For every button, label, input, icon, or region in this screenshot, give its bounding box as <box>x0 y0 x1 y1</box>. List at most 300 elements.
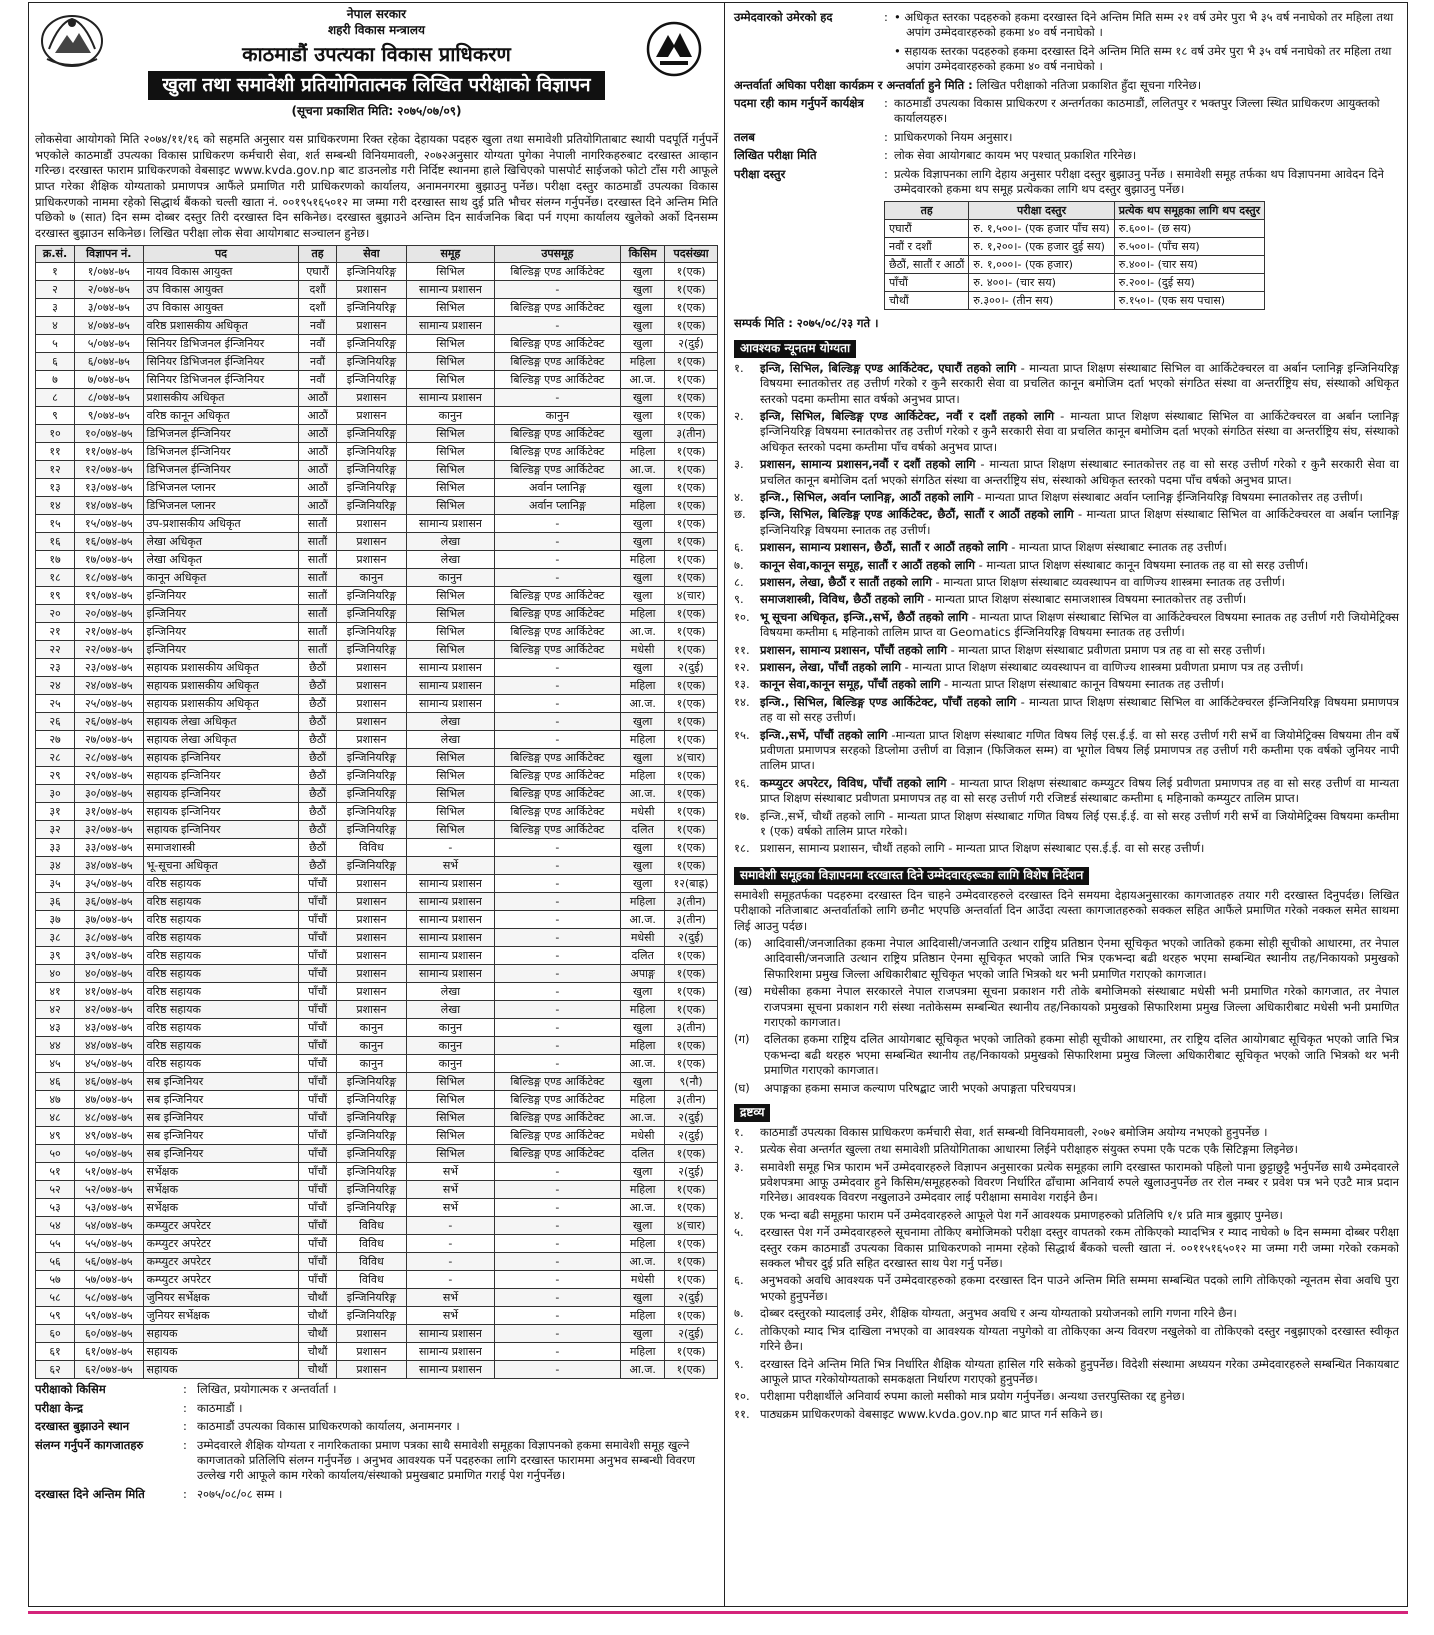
qual-item <box>734 610 1399 641</box>
table-cell: ४८/०७४-७५ <box>75 1109 143 1127</box>
qual-heading: इन्जि, सिभिल, बिल्डिङ्ग एण्ड आर्किटेक्ट, एघारौं तहको लागि <box>760 360 1017 375</box>
table-cell: उप विकास आयुक्त <box>143 299 299 317</box>
table-row <box>36 461 718 479</box>
qual-item <box>734 490 1399 505</box>
table-cell: महिला <box>621 353 665 371</box>
table-cell: १२(बाह्र) <box>665 875 718 893</box>
qual-desc: - मान्यता प्राप्त शिक्षण संस्थाबाट कम्प्युटर विषय लिई प्रवीणता प्रमाणपत्र तह वा सो सरह उत्तीर्ण वा मान्यता प्राप्त शिक्षण संस्थाबाट प्रवीणता प्रमाणपत्र तह वा सो सरह उत्तीर्ण गरी रजिष्टर्ड संस्थाबाट कम्तीमा ६ महिनाको कम्प्युटर तालिम प्राप्त। <box>760 775 1399 806</box>
table-cell: १६ <box>36 533 75 551</box>
table-cell: आ.ज. <box>621 1055 665 1073</box>
table-cell: ३७/०७४-७५ <box>75 911 143 929</box>
table-cell: खुला <box>621 857 665 875</box>
table-cell: मधेसी <box>621 1271 665 1289</box>
interview-label: अन्तर्वार्ता अघिका परीक्षा कार्यक्रम र अन्तर्वार्ता हुने मिति : <box>734 77 973 92</box>
table-cell: नवौं <box>299 317 336 335</box>
fee-cell: छैठौं, सातौं र आठौं <box>885 256 969 274</box>
table-row <box>36 353 718 371</box>
qual-number: ४. <box>734 489 744 504</box>
table-cell: इन्जिनियरिङ्ग <box>336 1289 406 1307</box>
table-cell: अर्वान प्लानिङ्ग <box>494 479 621 497</box>
table-cell: १८ <box>36 569 75 587</box>
table-cell: इन्जिनियरिङ्ग <box>336 263 406 281</box>
table-cell: सिभिल <box>407 371 495 389</box>
table-cell: १३/०७४-७५ <box>75 479 143 497</box>
table-cell: पाँचौं <box>299 1037 336 1055</box>
table-cell: सामान्य प्रशासन <box>407 965 495 983</box>
table-row <box>36 533 718 551</box>
table-cell: खुला <box>621 407 665 425</box>
table-cell: विविध <box>336 1271 406 1289</box>
table-cell: सहायक <box>143 1343 299 1361</box>
table-cell: बिल्डिङ्ग एण्ड आर्किटेक्ट <box>494 749 621 767</box>
table-cell: सामान्य प्रशासन <box>407 695 495 713</box>
table-cell: २८/०७४-७५ <box>75 749 143 767</box>
qual-number: १५. <box>734 727 750 742</box>
table-cell: कानुन <box>336 1019 406 1037</box>
table-cell: बिल्डिङ्ग एण्ड आर्किटेक्ट <box>494 623 621 641</box>
qual-item <box>734 809 1399 840</box>
table-cell: २३/०७४-७५ <box>75 659 143 677</box>
table-cell: - <box>494 731 621 749</box>
table-cell: बिल्डिङ्ग एण्ड आर्किटेक्ट <box>494 821 621 839</box>
table-cell: वरिष्ठ सहायक <box>143 911 299 929</box>
note-number: ८. <box>734 1323 744 1338</box>
table-cell: १(एक) <box>665 839 718 857</box>
table-cell: चौथौं <box>299 1307 336 1325</box>
qual-desc: - मान्यता प्राप्त शिक्षण संस्थाबाट सिभिल वा आर्किटेक्चरल वा अर्बान प्लानिङ्ग इन्जिनियरिङ्ग विषयमा स्नातकोत्तर तह उत्तीर्ण गरेको र कुनै सरकारी सेवा वा प्रचलित कानून बमोजिम दर्ता भएको संगठित संस्था वा अन्तर्राष्ट्रिय संघ, संस्थाको अधिकृत स्तरको पदमा कम्तीमा पाँच वर्षको अनुभव प्राप्त। <box>760 408 1399 454</box>
table-cell: ६० <box>36 1325 75 1343</box>
table-cell: खुला <box>621 1073 665 1091</box>
table-cell: छैठौं <box>299 677 336 695</box>
table-row <box>36 875 718 893</box>
table-cell: ४१/०७४-७५ <box>75 983 143 1001</box>
table-cell: - <box>494 515 621 533</box>
info-value: काठमाडौं उपत्यका विकास प्राधिकरणको कार्यालय, अनामनगर । <box>197 1419 460 1434</box>
age-label: उम्मेदवारको उमेरको हद <box>734 10 833 24</box>
info-value: प्राधिकरणको नियम अनुसार। <box>894 129 1013 144</box>
table-cell: खुला <box>621 425 665 443</box>
table-cell: ५१ <box>36 1163 75 1181</box>
table-cell: समाजशास्त्री <box>143 839 299 857</box>
table-cell: सर्भेक्षक <box>143 1163 299 1181</box>
table-cell: प्रशासन <box>336 965 406 983</box>
table-cell: छैठौं <box>299 839 336 857</box>
table-cell: खुला <box>621 1217 665 1235</box>
table-cell: प्रशासन <box>336 1325 406 1343</box>
table-cell: इन्जिनियरिङ्ग <box>336 605 406 623</box>
qual-heading: कानून सेवा,कानून समूह, सातौं र आठौं तहको लागि <box>760 557 975 572</box>
table-cell: - <box>494 839 621 857</box>
qual-heading: इन्जि., सिभिल, अर्वान प्लानिङ्ग, आठौं तहको लागि <box>760 489 974 504</box>
table-cell: खुला <box>621 875 665 893</box>
qual-text <box>760 409 1399 455</box>
info-row <box>35 1401 718 1416</box>
table-cell: आ.ज. <box>621 1361 665 1379</box>
table-cell: १(एक) <box>665 1307 718 1325</box>
table-cell: सहायक इन्जिनियर <box>143 803 299 821</box>
table-cell: प्रशासन <box>336 893 406 911</box>
table-row <box>36 785 718 803</box>
table-cell: ९/०७४-७५ <box>75 407 143 425</box>
table-cell: १४/०७४-७५ <box>75 497 143 515</box>
table-cell: सर्भेक्षक <box>143 1181 299 1199</box>
table-cell: खुला <box>621 587 665 605</box>
table-cell: सिनियर डिभिजनल ईन्जिनियर <box>143 335 299 353</box>
table-cell: सब इन्जिनियर <box>143 1145 299 1163</box>
table-cell: ५५ <box>36 1235 75 1253</box>
table-cell: ३९/०७४-७५ <box>75 947 143 965</box>
table-cell: २९ <box>36 767 75 785</box>
table-cell: १८/०७४-७५ <box>75 569 143 587</box>
table-row <box>36 1199 718 1217</box>
table-cell: - <box>494 659 621 677</box>
qual-text <box>760 507 1399 538</box>
table-cell: सामान्य प्रशासन <box>407 677 495 695</box>
table-row <box>36 983 718 1001</box>
age-limit: उम्मेदवारको उमेरको हद : • अधिकृत स्तरका पदहरुको हकमा दरखास्त दिने अन्तिम मिति सम्म २१ वर्ष उमेर पुरा भै ३५ वर्ष ननाघेको तर महिला तथा अपांग उम्मेदवारहरुको हकमा ४० वर्ष ननाघेको । • सहायक स्तरका पदहरुको हकमा दरखास्त दिने अन्तिम मिति सम्म १८ वर्ष उमेर पुरा भै ३५ वर्ष ननाघेको तर महिला तथा अपांग उम्मेदवारहरुको हकमा ४० वर्ष ननाघेको । <box>734 10 1399 75</box>
fee-cell: रु. १,५००।- (एक हजार पाँच सय) <box>969 220 1114 238</box>
table-cell: महिला <box>621 1001 665 1019</box>
qual-number: ११. <box>734 642 750 657</box>
table-cell: ५०/०७४-७५ <box>75 1145 143 1163</box>
table-cell: - <box>494 983 621 1001</box>
table-cell: सिनियर डिभिजनल ईन्जिनियर <box>143 371 299 389</box>
table-cell: सामान्य प्रशासन <box>407 515 495 533</box>
table-cell: - <box>494 1037 621 1055</box>
table-cell: १(एक) <box>665 569 718 587</box>
table-cell: बिल्डिङ्ग एण्ड आर्किटेक्ट <box>494 335 621 353</box>
table-cell: - <box>494 551 621 569</box>
table-cell: - <box>494 695 621 713</box>
table-cell: १(एक) <box>665 551 718 569</box>
table-cell: इन्जिनियरिङ्ग <box>336 1109 406 1127</box>
table-row <box>36 425 718 443</box>
table-cell: पाँचौं <box>299 1073 336 1091</box>
qual-item <box>734 695 1399 726</box>
table-cell: १(एक) <box>665 389 718 407</box>
fee-cell: एघारौं <box>885 220 969 238</box>
fee-cell: रु.५००।- (पाँच सय) <box>1114 238 1264 256</box>
special-text: अपाङ्गका हकमा समाज कल्याण परिषद्बाट जारी भएको अपाङ्गता परिचयपत्र। <box>764 1080 1076 1095</box>
info-colon: : <box>884 148 888 163</box>
posts-table <box>35 245 718 1379</box>
table-cell: सर्भे <box>407 1181 495 1199</box>
table-cell: ९(नौ) <box>665 1073 718 1091</box>
special-number: (घ) <box>734 1080 750 1095</box>
table-cell: पाँचौं <box>299 1019 336 1037</box>
table-header-cell: पद <box>143 246 299 263</box>
table-cell: मधेसी <box>621 641 665 659</box>
table-cell: ३१/०७४-७५ <box>75 803 143 821</box>
table-cell: ३ <box>36 299 75 317</box>
note-text: तोकिएको म्याद भित्र दाखिला नभएको वा आवश्यक योग्यता नपुगेको वा तोकिएका अन्य विवरण नखुलेको वा तोकिएको दस्तुर नबुझाएको दरखास्त स्वीकृत गरिने छैन। <box>760 1323 1399 1354</box>
special-number: (ग) <box>734 1032 750 1047</box>
table-cell: महिला <box>621 443 665 461</box>
table-cell: सहायक इन्जिनियर <box>143 767 299 785</box>
table-cell: २५ <box>36 695 75 713</box>
table-cell: जुनियर सर्भेक्षक <box>143 1307 299 1325</box>
table-cell: इन्जिनियरिङ्ग <box>336 1091 406 1109</box>
info-row <box>35 1438 718 1484</box>
info-value: प्रत्येक विज्ञापनका लागि देहाय अनुसार परीक्षा दस्तुर बुझाउनु पर्नेछ । समावेशी समूह तर्फका थप विज्ञापनमा आवेदन दिने उम्मेदवारको हकमा थप समूह प्रत्येकका लागि थप दस्तुर बुझाउनु पर्नेछ। <box>894 166 1384 197</box>
table-cell: ४(चार) <box>665 1217 718 1235</box>
table-cell: आठौं <box>299 497 336 515</box>
table-cell: - <box>494 965 621 983</box>
table-cell: सामान्य प्रशासन <box>407 947 495 965</box>
notes-title: द्रष्टव्य <box>734 1104 770 1122</box>
qual-heading: इन्जि, सिभिल, बिल्डिङ्ग एण्ड आर्किटेक्ट, नवौं र दशौं तहको लागि <box>760 408 1055 423</box>
table-header-cell: समूह <box>407 246 495 263</box>
table-cell: सामान्य प्रशासन <box>407 389 495 407</box>
table-cell: इन्जिनियरिङ्ग <box>336 1127 406 1145</box>
table-cell: आठौं <box>299 407 336 425</box>
contact-date: सम्पर्क मिति : २०७५/०८/२३ गते । <box>734 316 879 331</box>
table-cell: इन्जिनियरिङ्ग <box>336 641 406 659</box>
qual-heading: कम्प्युटर अपरेटर, विविध, पाँचौं तहको लागि <box>760 775 947 790</box>
table-cell: - <box>494 857 621 875</box>
table-cell: १(एक) <box>665 965 718 983</box>
qual-item <box>734 776 1399 807</box>
table-cell: लेखा <box>407 731 495 749</box>
table-cell: पाँचौं <box>299 1253 336 1271</box>
note-item <box>734 1273 1399 1304</box>
table-cell: खुला <box>621 299 665 317</box>
table-cell: ५५/०७४-७५ <box>75 1235 143 1253</box>
qual-number: १. <box>734 360 744 375</box>
table-cell: सहायक इन्जिनियर <box>143 749 299 767</box>
table-cell: लेखा <box>407 1001 495 1019</box>
qual-item <box>734 361 1399 407</box>
table-cell: आ.ज. <box>621 911 665 929</box>
note-item <box>734 1357 1399 1388</box>
table-cell: ३६/०७४-७५ <box>75 893 143 911</box>
qual-text <box>760 592 1399 607</box>
qual-text <box>760 643 1399 658</box>
table-row <box>36 479 718 497</box>
table-row <box>36 713 718 731</box>
table-cell: लेखा अधिकृत <box>143 533 299 551</box>
info-colon: : <box>183 1419 187 1434</box>
qual-number: २. <box>734 408 744 423</box>
table-cell: पाँचौं <box>299 893 336 911</box>
info-row <box>734 96 1399 127</box>
table-cell: बिल्डिङ्ग एण्ड आर्किटेक्ट <box>494 1073 621 1091</box>
table-header-cell: उपसमूह <box>494 246 621 263</box>
banner-title: खुला तथा समावेशी प्रतियोगितात्मक लिखित परीक्षाको विज्ञापन <box>148 71 604 100</box>
table-cell: खुला <box>621 515 665 533</box>
table-cell: ४४ <box>36 1037 75 1055</box>
table-cell: प्रशासकीय अधिकृत <box>143 389 299 407</box>
table-cell: इन्जिनियरिङ्ग <box>336 1145 406 1163</box>
table-cell: छैठौं <box>299 803 336 821</box>
info-value: काठमाडौं उपत्यका विकास प्राधिकरण र अन्तर्गतका काठमाडौं, ललितपुर र भक्तपुर जिल्ला स्थित प्राधिकरण आयुक्तको कार्यालयहरु। <box>894 96 1380 126</box>
info-row <box>35 1419 718 1434</box>
table-cell: आठौं <box>299 389 336 407</box>
table-cell: - <box>494 1325 621 1343</box>
table-cell: सिभिल <box>407 461 495 479</box>
table-cell: १(एक) <box>665 821 718 839</box>
table-cell: एघारौं <box>299 263 336 281</box>
table-cell: - <box>494 1199 621 1217</box>
note-text: अनुभवको अवधि आवश्यक पर्ने उम्मेदवारहरुको हकमा दरखास्त दिन पाउने अन्तिम मिति सम्ममा सम्बन्धित पदको लागि तोकिएको न्यूनतम सेवा अवधि पुरा भएको हुनुपर्नेछ। <box>760 1273 1399 1303</box>
table-cell: इन्जिनियरिङ्ग <box>336 371 406 389</box>
table-cell: - <box>494 1361 621 1379</box>
table-row <box>36 911 718 929</box>
info-label: परीक्षा केन्द्र <box>35 1400 83 1415</box>
table-cell: सामान्य प्रशासन <box>407 929 495 947</box>
table-header-cell: पदसंख्या <box>665 246 718 263</box>
qual-item <box>734 592 1399 607</box>
table-cell: छैठौं <box>299 785 336 803</box>
qual-heading: समाजशास्त्री, विविध, छैठौं तहको लागि <box>760 592 924 607</box>
note-text: प्रत्येक सेवा अन्तर्गत खुल्ला तथा समावेशी प्रतियोगिताका आधारमा लिईने परीक्षाहरु संयुक्त रुपमा एकै पटक एकै सिटिङ्गमा लिइनेछ। <box>760 1142 1298 1157</box>
table-cell: सिभिल <box>407 1109 495 1127</box>
table-cell: ३४/०७४-७५ <box>75 857 143 875</box>
table-cell: वरिष्ठ सहायक <box>143 893 299 911</box>
table-cell: इन्जिनियरिङ्ग <box>336 767 406 785</box>
table-cell: सामान्य प्रशासन <box>407 1343 495 1361</box>
table-cell: बिल्डिङ्ग एण्ड आर्किटेक्ट <box>494 1145 621 1163</box>
table-cell: सिभिल <box>407 749 495 767</box>
table-row <box>36 893 718 911</box>
table-cell: इन्जिनियर <box>143 641 299 659</box>
note-number: ९. <box>734 1356 744 1371</box>
table-cell: ३(तीन) <box>665 1019 718 1037</box>
table-cell: बिल्डिङ्ग एण्ड आर्किटेक्ट <box>494 785 621 803</box>
qual-text <box>760 695 1399 726</box>
table-cell: बिल्डिङ्ग एण्ड आर्किटेक्ट <box>494 641 621 659</box>
table-cell: प्रशासन <box>336 1361 406 1379</box>
table-cell: ४७ <box>36 1091 75 1109</box>
table-cell: १(एक) <box>665 515 718 533</box>
table-cell: सिभिल <box>407 767 495 785</box>
qual-desc: - मान्यता प्राप्त शिक्षण संस्थाबाट स्नातक तह उत्तीर्ण। <box>1007 540 1227 555</box>
table-cell: खुला <box>621 335 665 353</box>
table-cell: १(एक) <box>665 857 718 875</box>
qual-heading: इन्जि, सिभिल, बिल्डिङ्ग एण्ड आर्किटेक्ट, छैठौं, सातौं र आठौं तहको लागि <box>760 507 1074 522</box>
table-row <box>36 1055 718 1073</box>
table-cell: भू-सूचना अधिकृत <box>143 857 299 875</box>
table-cell: मधेसी <box>621 1127 665 1145</box>
table-cell: खुला <box>621 713 665 731</box>
table-cell: सिभिल <box>407 479 495 497</box>
table-cell: १(एक) <box>665 641 718 659</box>
table-row <box>36 605 718 623</box>
table-cell: इन्जिनियर <box>143 587 299 605</box>
info-colon: : <box>183 1382 187 1397</box>
fee-cell: रु. १,२००।- (एक हजार दुई सय) <box>969 238 1114 256</box>
table-cell: १(एक) <box>665 443 718 461</box>
table-cell: महिला <box>621 605 665 623</box>
table-row <box>36 1019 718 1037</box>
qual-desc: - मान्यता प्राप्त शिक्षण संस्थाबाट व्यवस्थापन वा वाणिज्य शास्त्रमा प्रवीणता प्रमाण पत्र तह उत्तीर्ण। <box>900 660 1304 675</box>
table-row <box>36 1163 718 1181</box>
table-row <box>36 1325 718 1343</box>
table-cell: २०/०७४-७५ <box>75 605 143 623</box>
table-header-cell: तह <box>299 246 336 263</box>
table-cell: १२/०७४-७५ <box>75 461 143 479</box>
table-cell: खुला <box>621 1163 665 1181</box>
table-cell: १(एक) <box>665 785 718 803</box>
table-cell: बिल्डिङ्ग एण्ड आर्किटेक्ट <box>494 353 621 371</box>
table-cell: १(एक) <box>665 767 718 785</box>
table-cell: इन्जिनियरिङ्ग <box>336 497 406 515</box>
table-cell: सब इन्जिनियर <box>143 1109 299 1127</box>
table-header-cell: सेवा <box>336 246 406 263</box>
table-cell: इन्जिनियर <box>143 623 299 641</box>
table-cell: महिला <box>621 731 665 749</box>
qual-heading: प्रशासन, लेखा, छैठौं र सातौं तहको लागि <box>760 574 932 589</box>
table-cell: आठौं <box>299 479 336 497</box>
table-row <box>36 515 718 533</box>
table-cell: बिल्डिङ्ग एण्ड आर्किटेक्ट <box>494 371 621 389</box>
table-cell: डिभिजनल प्लानर <box>143 479 299 497</box>
table-cell: सिभिल <box>407 587 495 605</box>
info-colon: : <box>884 166 888 181</box>
table-cell: १(एक) <box>665 803 718 821</box>
table-cell: दलित <box>621 821 665 839</box>
info-colon: : <box>183 1437 187 1452</box>
table-cell: महिला <box>621 767 665 785</box>
table-cell: वरिष्ठ सहायक <box>143 875 299 893</box>
table-row <box>36 929 718 947</box>
table-row <box>36 551 718 569</box>
table-cell: ४/०७४-७५ <box>75 317 143 335</box>
table-cell: विविध <box>336 839 406 857</box>
table-cell: २(दुई) <box>665 335 718 353</box>
table-cell: कम्प्युटर अपरेटर <box>143 1271 299 1289</box>
table-row <box>36 497 718 515</box>
table-cell: १ <box>36 263 75 281</box>
fee-cell: रु. ४००।- (चार सय) <box>969 274 1114 292</box>
table-cell: २(दुई) <box>665 1127 718 1145</box>
table-cell: २(दुई) <box>665 1325 718 1343</box>
qual-desc: - मान्यता प्राप्त शिक्षण संस्थाबाट समाजशास्त्र विषयमा स्नातकोत्तर तह उत्तीर्ण। <box>923 592 1247 607</box>
table-cell: महिला <box>621 1037 665 1055</box>
table-cell: ३२/०७४-७५ <box>75 821 143 839</box>
nepal-emblem-icon <box>39 9 105 69</box>
qual-desc: - मान्यता प्राप्त शिक्षण संस्थाबाट अर्वान प्लानिङ्ग ईन्जिनियरिङ्ग विषयमा स्नातकोत्तर तह उत्तीर्ण। <box>973 489 1363 504</box>
table-cell: महिला <box>621 1235 665 1253</box>
note-number: ३. <box>734 1159 744 1174</box>
table-cell: बिल्डिङ्ग एण्ड आर्किटेक्ट <box>494 767 621 785</box>
qual-number: छ. <box>734 507 746 522</box>
table-cell: पाँचौं <box>299 1091 336 1109</box>
special-intro: समावेशी समूहतर्फका पदहरुमा दरखास्त दिन चाहने उम्मेदवारहरुले दरखास्त दिने समयमा देहायअनुसारका कागजातहरु तयार गरी दरखास्त दिनुपर्दछ। लिखित परीक्षाको नतिजाबाट अन्तर्वार्ताको लागि छनौट भएपछि अन्तर्वार्ता दिन आउँदा त्यस्ता कागजातहरुको सक्कल सहित आफैंले प्रमाणित गरेको नक्कल समेत साथमा लिई आउनु पर्दछ। <box>734 887 1399 933</box>
note-item <box>734 1160 1399 1206</box>
table-cell: ३८/०७४-७५ <box>75 929 143 947</box>
qual-heading: प्रशासन, सामान्य प्रशासन, पाँचौं तहको लागि <box>760 642 947 657</box>
note-text: एक भन्दा बढी समूहमा फाराम पर्ने उम्मेदवारहरुले आफूले पेश गर्ने आवश्यक प्रमाणहरुको प्रतिलिपि १/१ प्रति मात्र बुझाए पुग्नेछ। <box>760 1207 1283 1222</box>
note-number: ७. <box>734 1306 744 1321</box>
note-number: २. <box>734 1142 744 1157</box>
table-cell: ४५ <box>36 1055 75 1073</box>
qual-desc: - मान्यता प्राप्त शिक्षण संस्थाबाट प्रवीणता प्रमाण पत्र तह वा सो सरह उत्तीर्ण। <box>946 642 1266 657</box>
table-cell: २७/०७४-७५ <box>75 731 143 749</box>
table-cell: सर्भे <box>407 1163 495 1181</box>
table-cell: वरिष्ठ कानून अधिकृत <box>143 407 299 425</box>
qual-number: १२. <box>734 660 750 675</box>
table-cell: ३४ <box>36 857 75 875</box>
table-row <box>36 1091 718 1109</box>
table-cell: वरिष्ठ सहायक <box>143 929 299 947</box>
table-cell: सामान्य प्रशासन <box>407 317 495 335</box>
table-cell: सातौं <box>299 641 336 659</box>
qual-text <box>760 457 1399 488</box>
table-cell: ४६/०७४-७५ <box>75 1073 143 1091</box>
table-cell: ३(तीन) <box>665 1091 718 1109</box>
fee-cell: रु.६००।- (छ सय) <box>1114 220 1264 238</box>
